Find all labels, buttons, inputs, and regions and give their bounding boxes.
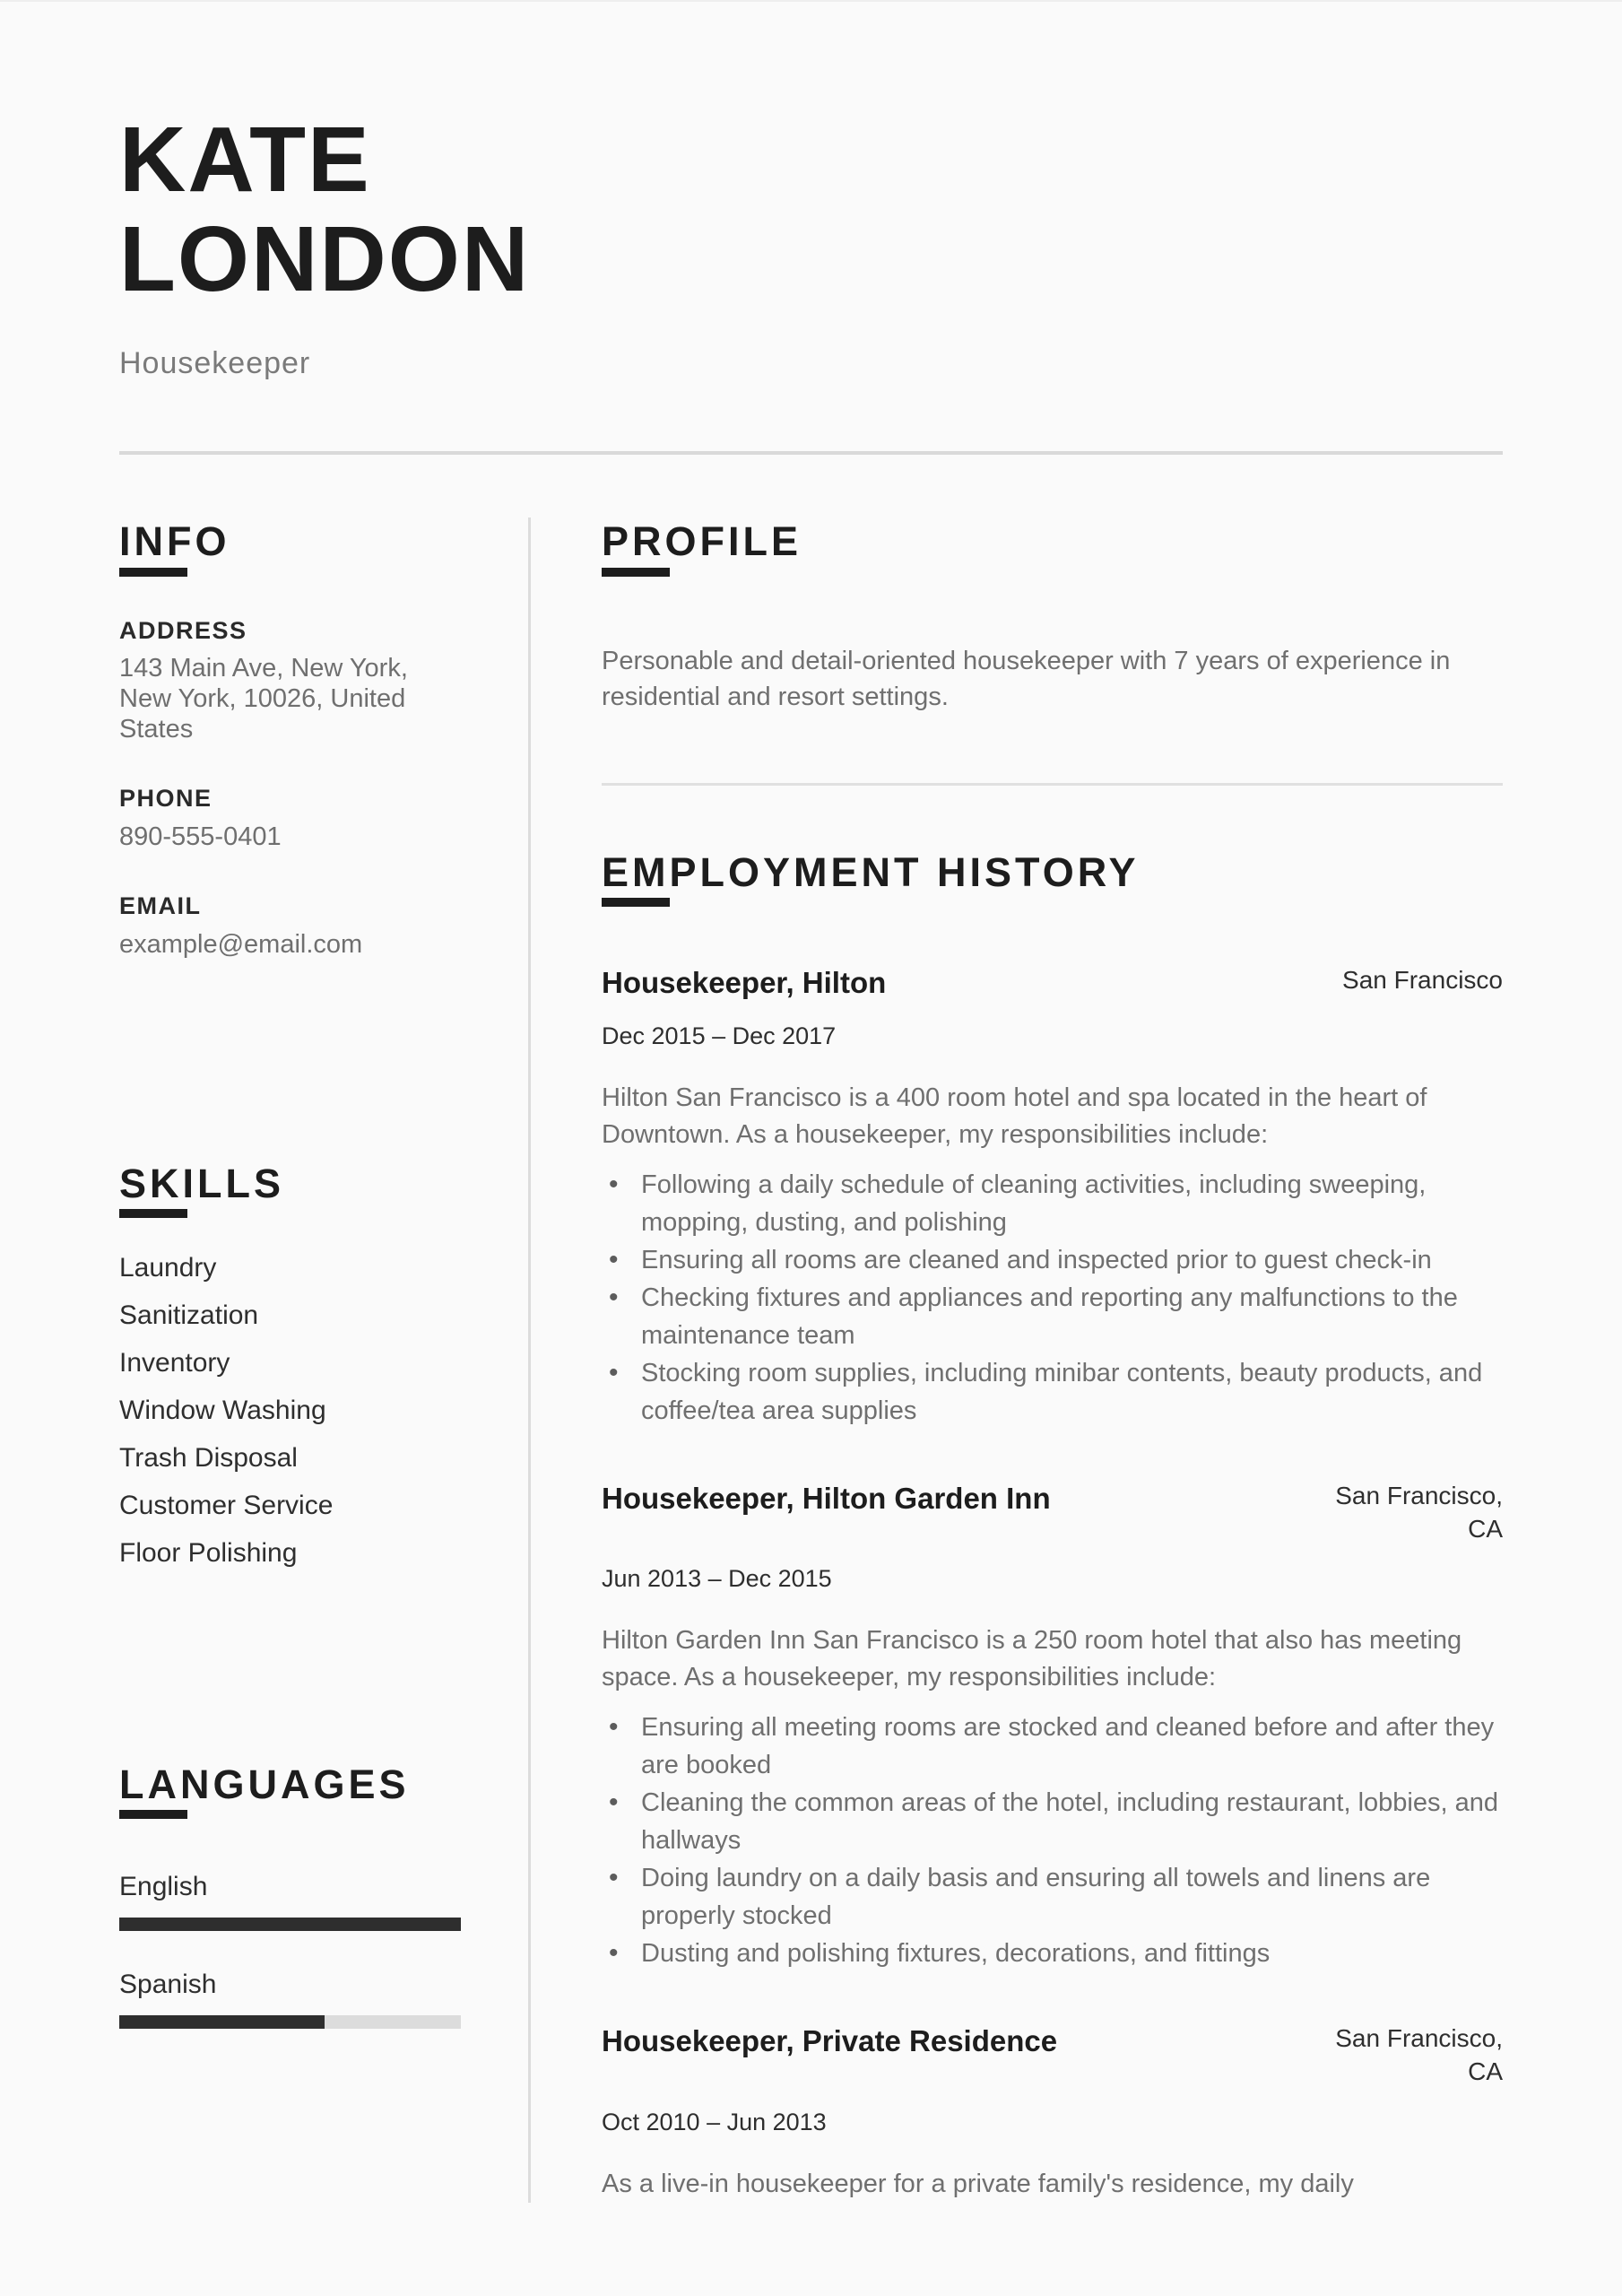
job-header (602, 2022, 1503, 2089)
profile-text: Personable and detail-oriented housekeeper with 7 years of experience in residential and resort settings. (602, 646, 1451, 711)
job-summary: Hilton Garden Inn San Francisco is a 250 room hotel that also has meeting space. As a housekeeper, my responsibilities include: (602, 1626, 1462, 1692)
job-entry (602, 2022, 1503, 2203)
job-header (602, 1480, 1503, 1546)
job-summary: As a live-in housekeeper for a private family's residence, my daily (602, 2170, 1354, 2199)
job-dates: Jun 2013 – Dec 2015 (602, 1565, 832, 1593)
skills-section (119, 1160, 461, 1570)
job-header (602, 964, 1503, 1003)
job-dates: Dec 2015 – Dec 2017 (602, 1022, 837, 1049)
info-field-value: 143 Main Ave, New York, New York, 10026, United States (119, 654, 408, 744)
info-heading: INFO (119, 518, 230, 565)
job-location: San Francisco (1342, 965, 1503, 994)
job-entry (602, 964, 1503, 1430)
job-bullet-item: • Following a daily schedule of cleaning activities, including sweeping, mopping, dusting, and polishing (602, 1166, 1503, 1241)
column-divider (528, 517, 531, 2203)
job-entry (602, 1480, 1503, 1973)
job-title: Housekeeper, Hilton (602, 965, 887, 999)
info-field (119, 891, 461, 960)
skill-item: Sanitization (119, 1300, 259, 1330)
job-bullet-item: • Stocking room supplies, including minibar contents, beauty products, and coffee/tea area supplies (602, 1354, 1503, 1430)
info-field-label: ADDRESS (119, 616, 247, 644)
job-summary: Hilton San Francisco is a 400 room hotel and spa located in the heart of Downtown. As a housekeeper, my responsibilities include: (602, 1083, 1427, 1149)
employment-heading: EMPLOYMENT HISTORY (602, 848, 1140, 895)
language-name: Spanish (119, 1970, 217, 1999)
job-bullet-item: • Doing laundry on a daily basis and ensuring all towels and linens are properly stocked (602, 1859, 1503, 1935)
info-field (119, 784, 461, 852)
profile-section (602, 517, 1503, 714)
job-bullet-list (602, 1166, 1503, 1430)
info-fields (119, 616, 461, 960)
languages-section (119, 1761, 461, 2029)
info-field-label: EMAIL (119, 892, 202, 920)
job-bullet-item: • Cleaning the common areas of the hotel, including restaurant, lobbies, and hallways (602, 1784, 1503, 1859)
skill-item: Trash Disposal (119, 1442, 298, 1473)
job-location: San Francisco, CA (1335, 1481, 1503, 1543)
skill-item: Inventory (119, 1347, 230, 1378)
sidebar (119, 517, 461, 2203)
language-level-bar (119, 1918, 461, 1931)
content-columns (0, 455, 1622, 2203)
info-field-label: PHONE (119, 785, 213, 813)
job-bullet-list (602, 1709, 1503, 1972)
info-field-value: example@email.com (119, 929, 363, 959)
main-column (602, 517, 1503, 2203)
job-list (602, 964, 1503, 2204)
info-field (119, 616, 461, 745)
skill-item: Floor Polishing (119, 1537, 298, 1568)
profile-heading-underline (602, 568, 670, 577)
job-location: San Francisco, CA (1335, 2024, 1503, 2086)
language-name: English (119, 1872, 208, 1901)
languages-heading-underline (119, 1810, 187, 1819)
languages-heading: LANGUAGES (119, 1761, 410, 1807)
profile-heading: PROFILE (602, 518, 802, 565)
languages-list (119, 1871, 461, 2029)
skills-list (119, 1252, 461, 1570)
language-level-bar (119, 2015, 461, 2029)
job-bullet-item: • Dusting and polishing fixtures, decorations, and fittings (602, 1935, 1503, 1972)
job-bullet-item: • Ensuring all meeting rooms are stocked and cleaned before and after they are booked (602, 1709, 1503, 1784)
profile-employment-divider (602, 783, 1503, 786)
skill-item: Laundry (119, 1252, 217, 1283)
language-level-fill (119, 1918, 461, 1931)
language-item (119, 1969, 461, 2029)
job-bullet-item: • Checking fixtures and appliances and reporting any malfunctions to the maintenance team (602, 1279, 1503, 1354)
skill-item: Customer Service (119, 1490, 334, 1520)
info-section (119, 517, 461, 959)
skill-item: Window Washing (119, 1395, 326, 1425)
person-name: KATE LONDON (119, 108, 531, 311)
person-job-title: Housekeeper (119, 346, 311, 381)
job-dates: Oct 2010 – Jun 2013 (602, 2109, 827, 2136)
skills-heading: SKILLS (119, 1160, 285, 1206)
job-title: Housekeeper, Hilton Garden Inn (602, 1481, 1051, 1515)
info-field-value: 890-555-0401 (119, 822, 282, 852)
employment-heading-underline (602, 898, 670, 907)
language-level-fill (119, 2015, 325, 2029)
info-heading-underline (119, 568, 187, 577)
job-bullet-item: • Ensuring all rooms are cleaned and inspected prior to guest check-in (602, 1241, 1503, 1279)
language-item (119, 1871, 461, 1931)
employment-section (602, 848, 1503, 2204)
job-title: Housekeeper, Private Residence (602, 2024, 1058, 2058)
skills-heading-underline (119, 1209, 187, 1218)
resume-header (0, 2, 1622, 381)
